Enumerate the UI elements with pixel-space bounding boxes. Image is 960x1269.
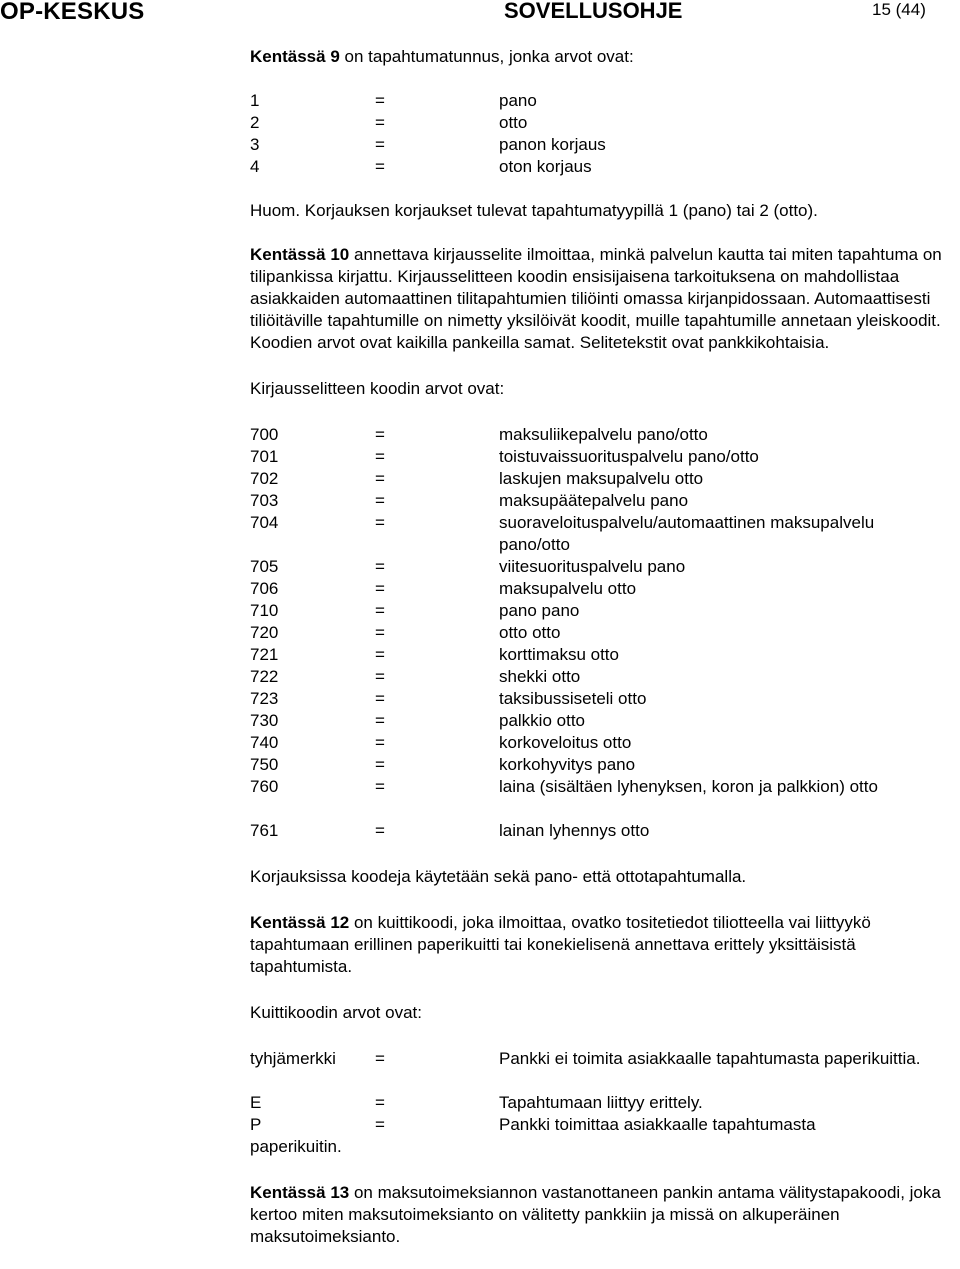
code-equals: = bbox=[375, 733, 385, 752]
section10-codes-intro: Kirjausselitteen koodin arvot ovat: bbox=[250, 379, 505, 398]
code-equals: = bbox=[375, 135, 385, 154]
section9-note: Huom. Korjauksen korjaukset tulevat tapahtumatyypillä 1 (pano) tai 2 (otto). bbox=[250, 201, 818, 220]
code-equals: = bbox=[375, 623, 385, 642]
code-value: Tapahtumaan liittyy erittely. bbox=[499, 1093, 703, 1112]
code-key: 703 bbox=[250, 491, 279, 510]
code-equals: = bbox=[375, 1049, 385, 1068]
code-key: 705 bbox=[250, 557, 279, 576]
code-row bbox=[250, 622, 955, 644]
code-key: P bbox=[250, 1115, 262, 1134]
code-row bbox=[250, 556, 955, 578]
code-value: panon korjaus bbox=[499, 135, 606, 154]
code-row bbox=[250, 512, 955, 556]
code-equals: = bbox=[375, 469, 385, 488]
code-value: maksuliikepalvelu pano/otto bbox=[499, 425, 708, 444]
code-value: otto bbox=[499, 113, 528, 132]
code-row bbox=[250, 732, 955, 754]
section12-paragraph: Kentässä 12 on kuittikoodi, joka ilmoittaa, ovatko tositetiedot tiliotteella vai liittyykö tapahtumaan erillinen paperikuitti tai konekielisenä annettava erittely yksittäisistä tapahtumista. bbox=[250, 913, 871, 976]
section13-paragraph: Kentässä 13 on maksutoimeksiannon vastanottaneen pankin antama välitystapakoodi, joka kertoo miten maksutoimeksianto on välitetty pankkiin ja missä on alkuperäinen maksutoimeksianto. bbox=[250, 1183, 941, 1246]
code-value: pano bbox=[499, 91, 537, 110]
code-key: 3 bbox=[250, 135, 260, 154]
section9-code-list bbox=[250, 90, 955, 178]
code-value: otto otto bbox=[499, 623, 561, 642]
code-key: 702 bbox=[250, 469, 279, 488]
code-value: Pankki ei toimita asiakkaalle tapahtumasta paperikuittia. bbox=[499, 1049, 921, 1068]
code-row bbox=[250, 490, 955, 512]
code-row bbox=[250, 820, 955, 842]
code-value: palkkio otto bbox=[499, 711, 585, 730]
code-equals: = bbox=[375, 557, 385, 576]
code-row bbox=[250, 710, 955, 732]
page-header bbox=[0, 0, 960, 24]
code-equals: = bbox=[375, 113, 385, 132]
code-equals: = bbox=[375, 157, 385, 176]
code-row bbox=[250, 644, 955, 666]
document-body bbox=[250, 46, 955, 1248]
code-key: 4 bbox=[250, 157, 260, 176]
code-value: korkohyvitys pano bbox=[499, 755, 636, 774]
code-value: korkoveloitus otto bbox=[499, 733, 632, 752]
code-key: 761 bbox=[250, 821, 279, 840]
code-value: lainan lyhennys otto bbox=[499, 821, 650, 840]
code-equals: = bbox=[375, 1115, 385, 1134]
code-key: 721 bbox=[250, 645, 279, 664]
page-number: 15 (44) bbox=[872, 0, 926, 19]
code-row bbox=[250, 666, 955, 688]
code-value: maksupalvelu otto bbox=[499, 579, 637, 598]
section12-field-label: Kentässä 12 bbox=[250, 913, 350, 932]
code-row bbox=[250, 156, 955, 178]
code-key: E bbox=[250, 1093, 262, 1112]
code-row bbox=[250, 112, 955, 134]
code-value: laskujen maksupalvelu otto bbox=[499, 469, 704, 488]
section12-code-list bbox=[250, 1048, 955, 1158]
code-equals: = bbox=[375, 447, 385, 466]
code-key: 701 bbox=[250, 447, 279, 466]
code-equals: = bbox=[375, 777, 385, 796]
section12-codes-intro: Kuittikoodin arvot ovat: bbox=[250, 1003, 422, 1022]
code-row bbox=[250, 1092, 955, 1114]
code-equals: = bbox=[375, 755, 385, 774]
code-row bbox=[250, 446, 955, 468]
code-key: 710 bbox=[250, 601, 279, 620]
code-row bbox=[250, 1048, 955, 1092]
code-equals: = bbox=[375, 689, 385, 708]
code-row bbox=[250, 424, 955, 446]
code-equals: = bbox=[375, 513, 385, 532]
code-row bbox=[250, 754, 955, 776]
code-value: oton korjaus bbox=[499, 157, 592, 176]
code-key: 750 bbox=[250, 755, 279, 774]
code-key: 730 bbox=[250, 711, 279, 730]
code-equals: = bbox=[375, 711, 385, 730]
code-equals: = bbox=[375, 645, 385, 664]
code-row bbox=[250, 468, 955, 490]
code-row bbox=[250, 600, 955, 622]
code-value: shekki otto bbox=[499, 667, 581, 686]
code-key: 706 bbox=[250, 579, 279, 598]
code-key: 704 bbox=[250, 513, 279, 532]
document-type: SOVELLUSOHJE bbox=[504, 0, 683, 23]
code-key: 720 bbox=[250, 623, 279, 642]
section10-code-list bbox=[250, 424, 955, 842]
code-equals: = bbox=[375, 491, 385, 510]
code-row bbox=[250, 1114, 955, 1158]
code-row bbox=[250, 134, 955, 156]
code-key: 740 bbox=[250, 733, 279, 752]
code-value: Pankki toimittaa asiakkaalle tapahtumasta bbox=[499, 1115, 816, 1134]
code-key: 722 bbox=[250, 667, 279, 686]
code-value: viitesuorituspalvelu pano bbox=[499, 557, 686, 576]
code-key: 760 bbox=[250, 777, 279, 796]
section9-field-label: Kentässä 9 bbox=[250, 47, 340, 66]
code-row bbox=[250, 776, 955, 820]
code-key: 1 bbox=[250, 91, 260, 110]
code-key: tyhjämerkki bbox=[250, 1049, 336, 1068]
section9-intro: Kentässä 9 on tapahtumatunnus, jonka arvot ovat: bbox=[250, 47, 634, 66]
code-value: toistuvaissuorituspalvelu pano/otto bbox=[499, 447, 759, 466]
code-equals: = bbox=[375, 601, 385, 620]
code-row bbox=[250, 90, 955, 112]
code-key: 723 bbox=[250, 689, 279, 708]
section10-paragraph: Kentässä 10 annettava kirjausselite ilmoittaa, minkä palvelun kautta tai miten tapahtuma on tilipankissa kirjattu. Kirjausselitteen koodin ensisijaisena tarkoituksena on mahdollistaa asiakkaiden automaattinen tilitapahtumien tiliöinti omassa kirjanpidossaan. Automaattisesti tiliöitäville tapahtumille on nimetty yksilöivät koodit, muille tapahtumille annetaan yleiskoodit. Koodien arvot ovat kaikilla pankeilla samat. Selitetekstit ovat pankkikohtaisia. bbox=[250, 245, 942, 352]
code-row bbox=[250, 688, 955, 710]
code-key: 2 bbox=[250, 113, 260, 132]
code-value: suoraveloituspalvelu/automaattinen maksupalvelu pano/otto bbox=[499, 513, 875, 554]
section10-note: Korjauksissa koodeja käytetään sekä pano- että ottotapahtumalla. bbox=[250, 867, 747, 886]
code-value: maksupäätepalvelu pano bbox=[499, 491, 689, 510]
code-value: taksibussiseteli otto bbox=[499, 689, 647, 708]
section10-field-label: Kentässä 10 bbox=[250, 245, 350, 264]
code-equals: = bbox=[375, 425, 385, 444]
code-equals: = bbox=[375, 579, 385, 598]
code-value: pano pano bbox=[499, 601, 580, 620]
code-equals: = bbox=[375, 1093, 385, 1112]
code-equals: = bbox=[375, 821, 385, 840]
section13-field-label: Kentässä 13 bbox=[250, 1183, 350, 1202]
code-value: korttimaksu otto bbox=[499, 645, 619, 664]
code-equals: = bbox=[375, 667, 385, 686]
code-value: laina (sisältäen lyhenyksen, koron ja palkkion) otto bbox=[499, 777, 878, 796]
code-row bbox=[250, 578, 955, 600]
company-name: OP-KESKUS bbox=[0, 0, 145, 25]
code-value-continuation: paperikuitin. bbox=[250, 1137, 342, 1156]
code-key: 700 bbox=[250, 425, 279, 444]
code-equals: = bbox=[375, 91, 385, 110]
